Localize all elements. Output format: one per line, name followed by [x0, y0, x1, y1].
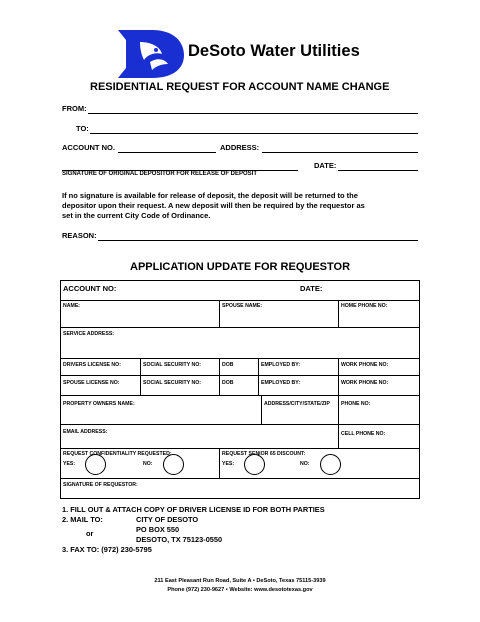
form-service-address[interactable]: SERVICE ADDRESS: — [63, 331, 115, 337]
form-col-divider — [338, 300, 339, 327]
confidentiality-yes-circle[interactable] — [85, 454, 106, 475]
account-label: ACCOUNT NO. — [62, 143, 115, 152]
section2-title: APPLICATION UPDATE FOR REQUESTOR — [130, 261, 351, 273]
form-row-divider — [60, 424, 420, 425]
signature-caption: SIGNATURE OF ORIGINAL DEPOSITOR FOR RELEASE OF DEPOSIT — [62, 171, 258, 177]
senior-yes-circle[interactable] — [244, 454, 265, 475]
form-col-divider — [140, 358, 141, 395]
to-field[interactable] — [90, 133, 418, 134]
reason-label: REASON: — [62, 231, 97, 240]
form-col-divider — [219, 448, 220, 478]
address-label: ADDRESS: — [220, 143, 260, 152]
senior-no-circle[interactable] — [320, 454, 341, 475]
form-cell-phone[interactable]: CELL PHONE NO: — [341, 431, 386, 437]
form-row-divider — [60, 327, 420, 328]
footer-address: 211 East Pleasant Run Road, Suite A • DeSoto, Texas 75115-3939 — [154, 578, 326, 584]
form-ssn[interactable]: SOCIAL SECURITY NO: — [143, 362, 202, 368]
form-signature-requestor[interactable]: SIGNATURE OF REQUESTOR: — [63, 482, 138, 488]
form-work-phone-2[interactable]: WORK PHONE NO: — [341, 380, 389, 386]
form-col-divider — [219, 300, 220, 327]
form-senior-discount: REQUEST SENIOR 65 DISCOUNT: — [222, 451, 306, 457]
instruction-2-label: 2. MAIL TO: — [62, 515, 103, 524]
from-label: FROM: — [62, 104, 87, 113]
senior-no-label: NO: — [300, 461, 310, 467]
notice-line-3: set in the current City Code of Ordinance. — [62, 211, 211, 220]
form-dob[interactable]: DOB — [222, 362, 234, 368]
from-field[interactable] — [88, 113, 418, 114]
date-label: DATE: — [314, 161, 337, 170]
form-row-divider — [60, 448, 420, 449]
form-row-divider — [60, 375, 420, 376]
org-name: DeSoto Water Utilities — [188, 42, 360, 60]
section1-title: RESIDENTIAL REQUEST FOR ACCOUNT NAME CHANGE — [90, 81, 390, 93]
reason-field[interactable] — [98, 240, 418, 241]
form-name[interactable]: NAME: — [63, 303, 81, 309]
senior-yes-label: YES: — [222, 461, 235, 467]
to-label: TO: — [76, 124, 89, 133]
mail-address-line-2: PO BOX 550 — [136, 525, 180, 534]
mail-address-line-3: DESOTO, TX 75123-0550 — [136, 535, 223, 544]
logo — [116, 28, 186, 80]
form-drivers-license[interactable]: DRIVERS LICENSE NO: — [63, 362, 121, 368]
form-employed-by-2[interactable]: EMPLOYED BY: — [261, 380, 301, 386]
instruction-1: 1. FILL OUT & ATTACH COPY OF DRIVER LICENSE ID FOR BOTH PARTIES — [62, 505, 325, 514]
form-spouse-name[interactable]: SPOUSE NAME: — [222, 303, 263, 309]
form-col-divider — [258, 358, 259, 395]
confidentiality-no-label: NO: — [143, 461, 153, 467]
form-email[interactable]: EMAIL ADDRESS: — [63, 429, 108, 435]
form-address-csz[interactable]: ADDRESS/CITY/STATE/ZIP — [264, 401, 330, 407]
form-row-divider — [60, 358, 420, 359]
desoto-logo-icon — [116, 28, 186, 80]
address-field[interactable] — [262, 152, 418, 153]
form-dob-2[interactable]: DOB — [222, 380, 234, 386]
form-row-divider — [60, 395, 420, 396]
form-employed-by[interactable]: EMPLOYED BY: — [261, 362, 301, 368]
confidentiality-yes-label: YES: — [63, 461, 76, 467]
form-ssn-2[interactable]: SOCIAL SECURITY NO: — [143, 380, 202, 386]
form-work-phone[interactable]: WORK PHONE NO: — [341, 362, 389, 368]
mail-address-line-1: CITY OF DESOTO — [136, 515, 199, 524]
form-row-divider — [60, 478, 420, 479]
footer-contact: Phone (972) 230-9627 • Website: www.desototexas.gov — [167, 587, 313, 593]
form-home-phone[interactable]: HOME PHONE NO: — [341, 303, 388, 309]
form-account-no[interactable]: ACCOUNT NO: — [63, 284, 117, 293]
notice-line-2: depositor upon their request. A new deposit will then be required by the requestor as — [62, 201, 365, 210]
form-phone-no[interactable]: PHONE NO: — [341, 401, 371, 407]
account-field[interactable] — [118, 152, 216, 153]
form-col-divider — [338, 358, 339, 395]
application-form — [60, 280, 420, 499]
form-col-divider — [261, 395, 262, 424]
form-spouse-license[interactable]: SPOUSE LICENSE NO: — [63, 380, 120, 386]
form-col-divider — [219, 358, 220, 395]
instruction-3: 3. FAX TO: (972) 230-5795 — [62, 545, 152, 554]
form-row-divider — [60, 300, 420, 301]
form-confidentiality: REQUEST CONFIDENTIALITY REQUESTED: — [63, 451, 172, 457]
notice-line-1: If no signature is available for release of deposit, the deposit will be returned to the — [62, 191, 358, 200]
confidentiality-no-circle[interactable] — [163, 454, 184, 475]
deposit-notice — [62, 191, 365, 221]
instruction-or: or — [86, 529, 94, 538]
date-field[interactable] — [338, 170, 418, 171]
form-col-divider — [338, 395, 339, 448]
form-property-owners[interactable]: PROPERTY OWNERS NAME: — [63, 401, 135, 407]
form-date[interactable]: DATE: — [300, 284, 323, 293]
